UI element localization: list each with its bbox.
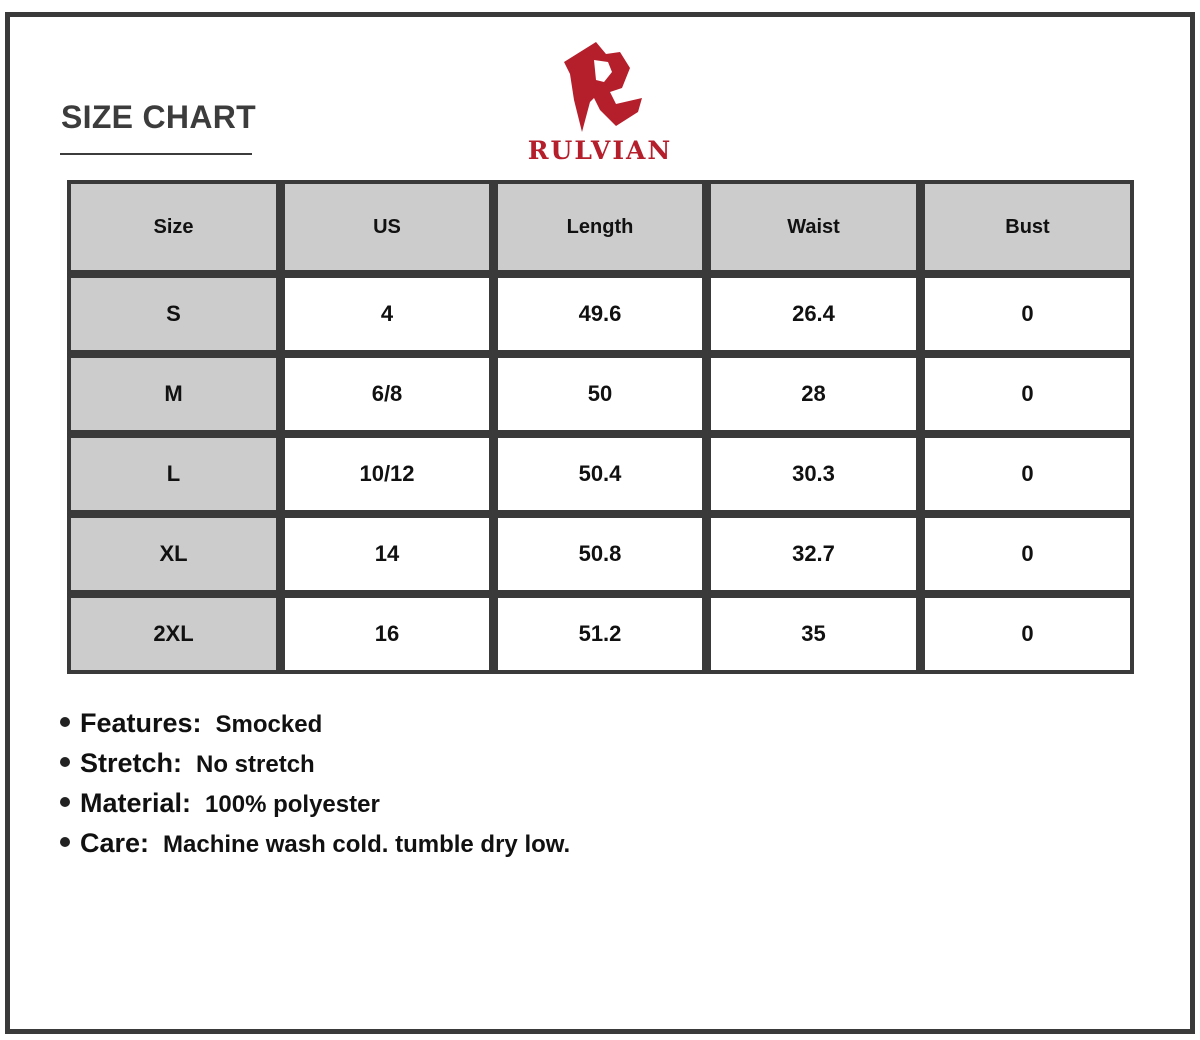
bullet-icon [60, 837, 70, 847]
spec-item [60, 708, 322, 739]
spec-item [60, 788, 380, 819]
bullet-icon [60, 757, 70, 767]
rulvian-r-logo-icon [560, 40, 644, 134]
measurement-cell: 50.8 [498, 518, 702, 590]
measurement-cell: 28 [711, 358, 916, 430]
size-table [67, 180, 1134, 674]
measurement-cell: 0 [925, 598, 1130, 670]
measurement-cell: 30.3 [711, 438, 916, 510]
spec-item [60, 748, 315, 779]
size-cell: 2XL [71, 598, 276, 670]
measurement-cell: 49.6 [498, 278, 702, 350]
size-cell: L [71, 438, 276, 510]
measurement-cell: 0 [925, 358, 1130, 430]
size-cell: M [71, 358, 276, 430]
measurement-cell: 50 [498, 358, 702, 430]
spec-value: No stretch [196, 751, 315, 778]
measurement-cell: 0 [925, 518, 1130, 590]
spec-value: 100% polyester [205, 791, 380, 818]
measurement-cell: 51.2 [498, 598, 702, 670]
bullet-icon [60, 797, 70, 807]
measurement-cell: 6/8 [285, 358, 489, 430]
header-us: US [285, 184, 489, 270]
size-cell: XL [71, 518, 276, 590]
measurement-cell: 35 [711, 598, 916, 670]
header-bust: Bust [925, 184, 1130, 270]
spec-value: Smocked [215, 711, 323, 738]
measurement-cell: 0 [925, 438, 1130, 510]
measurement-cell: 32.7 [711, 518, 916, 590]
bullet-icon [60, 717, 70, 727]
measurement-cell: 4 [285, 278, 489, 350]
spec-item [60, 828, 570, 859]
size-cell: S [71, 278, 276, 350]
brand-name: RULVIAN [527, 136, 673, 165]
page-title: SIZE CHART [61, 99, 256, 135]
brand-logo [515, 40, 685, 170]
measurement-cell: 14 [285, 518, 489, 590]
spec-label: Features: [80, 708, 202, 738]
spec-label: Material: [80, 788, 192, 818]
measurement-cell: 0 [925, 278, 1130, 350]
spec-value: Machine wash cold. tumble dry low. [163, 831, 571, 858]
header-waist: Waist [711, 184, 916, 270]
measurement-cell: 26.4 [711, 278, 916, 350]
spec-label: Stretch: [80, 748, 183, 778]
header-length: Length [498, 184, 702, 270]
measurement-cell: 10/12 [285, 438, 489, 510]
header-size: Size [71, 184, 276, 270]
title-underline [60, 153, 252, 155]
spec-label: Care: [80, 828, 150, 858]
measurement-cell: 16 [285, 598, 489, 670]
measurement-cell: 50.4 [498, 438, 702, 510]
